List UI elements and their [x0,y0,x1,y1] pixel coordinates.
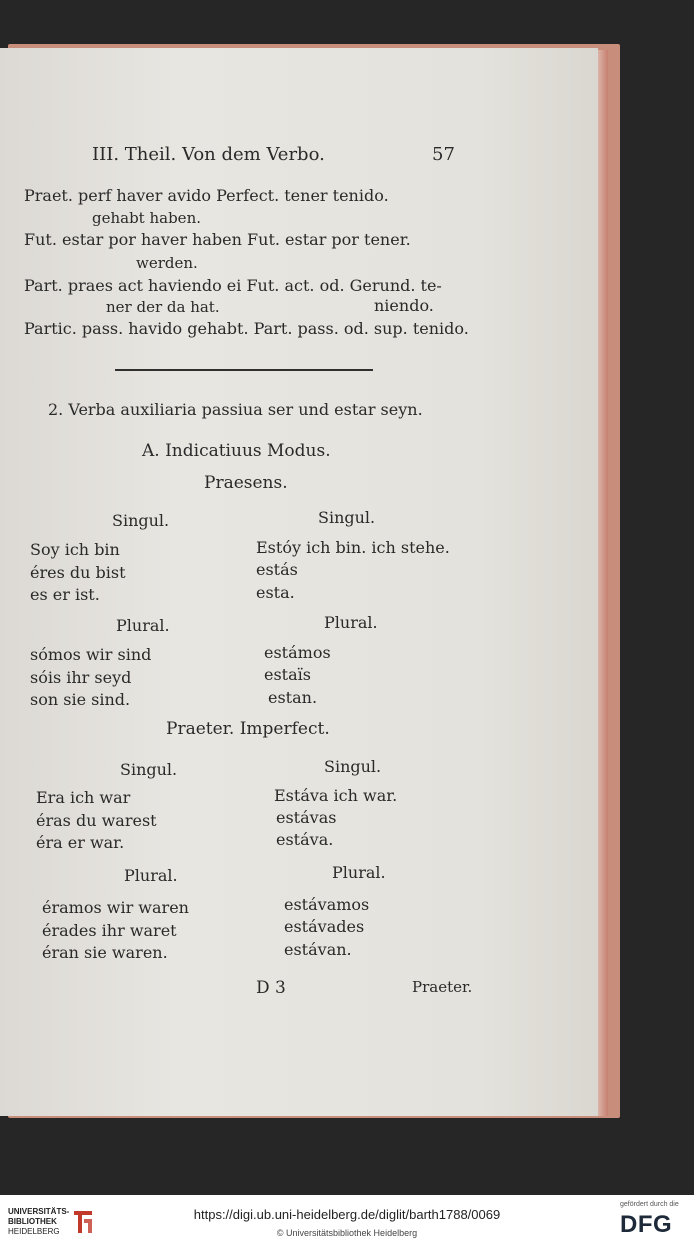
conjugation-line: éres du bist [30,563,126,582]
column-heading: Singul. [318,508,376,527]
page-header: III. Theil. Von dem Verbo. [92,144,325,165]
conjugation-line: son sie sind. [30,690,131,709]
text-line: Fut. estar por haver haben Fut. estar por tener. [24,230,411,249]
text-line: Praet. perf haver avido Perfect. tener tenido. [24,186,389,205]
conjugation-line: estávamos [284,895,370,914]
signature-mark: D 3 [256,978,286,998]
column-heading: Singul. [120,760,178,779]
tense-title: Praeter. Imperfect. [166,719,330,739]
text-line: Part. praes act haviendo ei Fut. act. od. Gerund. te- [24,276,442,295]
conjugation-line: éramos wir waren [42,898,189,917]
conjugation-line: Estáva ich war. [274,786,398,805]
conjugation-line: érades ihr waret [42,921,177,940]
conjugation-line: estávas [276,808,337,827]
tense-title: Praesens. [204,473,288,493]
horizontal-rule [115,369,373,371]
subsection-title: A. Indicatiuus Modus. [142,441,331,461]
conjugation-line: estás [256,560,298,579]
library-name-line: HEIDELBERG [8,1227,60,1236]
conjugation-line: estaïs [264,665,311,684]
column-heading: Plural. [332,863,386,882]
permalink-url[interactable]: https://digi.ub.uni-heidelberg.de/diglit/barth1788/0069 [193,1207,501,1222]
conjugation-line: Soy ich bin [30,540,120,559]
column-heading: Plural. [116,616,170,635]
conjugation-line: sóis ihr seyd [30,668,132,687]
text-line: niendo. [374,296,434,315]
section-title: 2. Verba auxiliaria passiua ser und estar seyn. [48,400,423,419]
conjugation-line: estávan. [284,940,352,959]
page-number: 57 [432,144,455,165]
conjugation-line: estávades [284,917,365,936]
text-line: gehabt haben. [92,209,201,227]
conjugation-line: Era ich war [36,788,131,807]
copyright-notice: © Universitätsbibliothek Heidelberg [276,1228,418,1238]
dfg-logo[interactable]: DFG [620,1211,673,1238]
conjugation-line: sómos wir sind [30,645,152,664]
funding-note: gefördert durch die [620,1201,679,1208]
book-page [0,48,598,1116]
conjugation-line: es er ist. [30,585,100,604]
column-heading: Singul. [324,757,382,776]
column-heading: Plural. [324,613,378,632]
library-name-line: BIBLIOTHEK [8,1217,57,1226]
text-line: ner der da hat. [106,298,220,316]
text-line: Partic. pass. havido gehabt. Part. pass. od. sup. tenido. [24,319,469,338]
conjugation-line: éra er war. [36,833,125,852]
text-line: werden. [136,254,198,272]
conjugation-line: estáva. [276,830,334,849]
viewer-footer [0,1195,694,1246]
library-name-line: UNIVERSITÄTS- [8,1207,70,1216]
conjugation-line: estan. [268,688,318,707]
catchword: Praeter. [412,978,473,996]
conjugation-line: éras du warest [36,811,157,830]
conjugation-line: éran sie waren. [42,943,168,962]
column-heading: Singul. [112,511,170,530]
conjugation-line: esta. [256,583,295,602]
column-heading: Plural. [124,866,178,885]
conjugation-line: estámos [264,643,331,662]
conjugation-line: Estóy ich bin. ich stehe. [256,538,450,557]
